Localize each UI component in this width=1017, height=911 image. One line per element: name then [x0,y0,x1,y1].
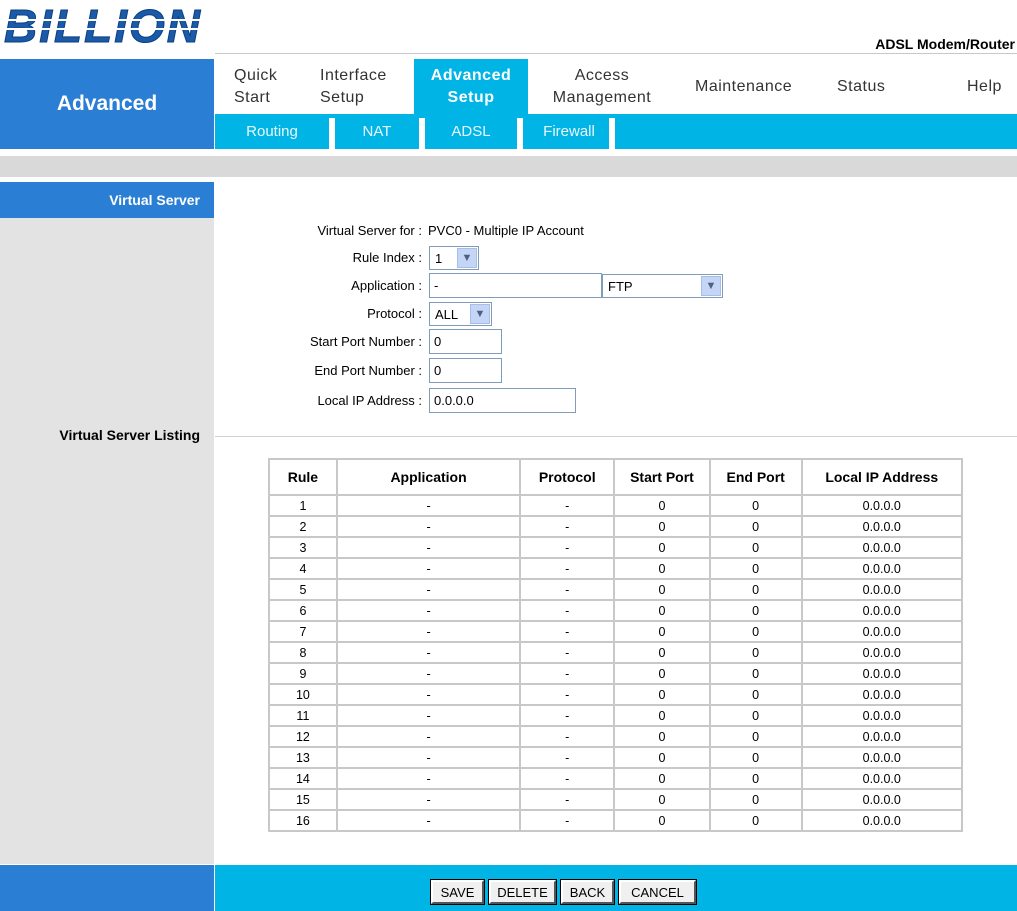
col-rule: Rule [269,459,337,495]
table-cell: 7 [269,621,337,642]
rule-index-select[interactable]: 1 ▼ [429,246,479,270]
table-cell: - [337,558,520,579]
chevron-down-icon: ▼ [470,304,490,324]
table-cell: - [520,726,614,747]
start-port-input[interactable]: 0 [429,329,502,354]
chevron-down-icon: ▼ [701,276,721,296]
table-cell: - [337,516,520,537]
table-cell: 0 [614,642,710,663]
grey-band [0,156,1017,177]
table-cell: - [520,537,614,558]
table-row [269,558,962,579]
table-cell: 4 [269,558,337,579]
table-cell: - [337,789,520,810]
logo-text: BILLION [4,2,202,50]
virtual-server-listing-heading: Virtual Server Listing [59,427,200,443]
table-cell: - [520,642,614,663]
table-row [269,516,962,537]
table-cell: 0.0.0.0 [802,810,963,831]
virtual-server-table [268,458,963,832]
table-row [269,600,962,621]
table-cell: - [337,684,520,705]
save-button[interactable]: SAVE [431,880,484,904]
table-cell: 0 [614,747,710,768]
table-cell: - [520,684,614,705]
table-cell: 0 [710,747,802,768]
cancel-button[interactable]: CANCEL [619,880,696,904]
col-local-ip: Local IP Address [802,459,963,495]
table-row [269,726,962,747]
table-cell: 5 [269,579,337,600]
table-cell: 0 [710,642,802,663]
table-cell: 0 [710,579,802,600]
subnav-adsl[interactable]: ADSL [451,123,491,140]
table-cell: - [337,810,520,831]
end-port-input[interactable]: 0 [429,358,502,383]
nav-quick-start[interactable]: Quick Start [234,66,278,106]
table-cell: 9 [269,663,337,684]
table-cell: 0.0.0.0 [802,789,963,810]
col-application: Application [337,459,520,495]
table-cell: 1 [269,495,337,516]
local-ip-label: Local IP Address : [317,393,422,408]
table-cell: 0 [710,495,802,516]
footer-bar [215,865,1017,911]
table-cell: 11 [269,705,337,726]
start-port-label: Start Port Number : [310,334,422,349]
table-cell: 0 [710,663,802,684]
application-input[interactable]: - [429,273,602,298]
table-cell: - [520,579,614,600]
table-cell: 0.0.0.0 [802,558,963,579]
main-nav [215,59,1017,114]
table-cell: 16 [269,810,337,831]
table-cell: 0 [710,516,802,537]
table-cell: 0.0.0.0 [802,600,963,621]
table-cell: - [520,495,614,516]
table-cell: 0 [710,684,802,705]
local-ip-input[interactable]: 0.0.0.0 [429,388,576,413]
subnav-routing[interactable]: Routing [246,123,298,140]
table-row [269,579,962,600]
application-label: Application : [351,278,422,293]
table-cell: 0 [710,705,802,726]
table-cell: 0.0.0.0 [802,663,963,684]
table-cell: 0.0.0.0 [802,621,963,642]
table-cell: - [337,621,520,642]
table-cell: 0 [614,726,710,747]
table-cell: 0.0.0.0 [802,684,963,705]
table-cell: 0 [614,558,710,579]
table-cell: 0 [710,726,802,747]
table-cell: 0 [614,621,710,642]
back-button[interactable]: BACK [561,880,614,904]
table-cell: 0.0.0.0 [802,579,963,600]
table-cell: 0 [614,705,710,726]
sub-nav [215,114,1017,149]
rule-index-label: Rule Index : [352,250,422,265]
table-cell: 15 [269,789,337,810]
billion-logo [2,2,202,50]
table-cell: 0.0.0.0 [802,747,963,768]
table-cell: 0.0.0.0 [802,705,963,726]
table-cell: 0.0.0.0 [802,726,963,747]
section-title: Advanced [0,59,214,149]
table-cell: - [337,579,520,600]
nav-access-management[interactable]: Access Management [552,66,652,106]
table-cell: - [520,789,614,810]
table-row [269,705,962,726]
table-cell: 0 [614,684,710,705]
table-cell: 0 [710,600,802,621]
end-port-label: End Port Number : [314,363,422,378]
nav-advanced-setup[interactable]: Advanced Setup [414,59,528,114]
table-row [269,663,962,684]
table-cell: 0 [614,663,710,684]
header-divider [215,53,1017,54]
table-cell: - [520,663,614,684]
table-cell: - [337,747,520,768]
table-cell: 0 [710,621,802,642]
table-row [269,537,962,558]
table-cell: 0 [710,810,802,831]
vs-for-label: Virtual Server for : [317,223,422,238]
table-cell: 0.0.0.0 [802,642,963,663]
table-cell: - [520,558,614,579]
table-cell: - [520,621,614,642]
table-cell: 0.0.0.0 [802,495,963,516]
table-cell: 0 [710,558,802,579]
table-row [269,684,962,705]
nav-interface-setup[interactable]: Interface Setup [320,66,387,106]
table-cell: - [520,810,614,831]
table-cell: 0 [614,600,710,621]
footer-left [0,865,214,911]
table-row [269,495,962,516]
col-end-port: End Port [710,459,802,495]
table-cell: - [337,537,520,558]
table-body [269,495,962,831]
table-cell: - [337,663,520,684]
table-cell: 0 [614,768,710,789]
table-cell: 3 [269,537,337,558]
table-row [269,747,962,768]
table-cell: 2 [269,516,337,537]
table-cell: - [337,705,520,726]
table-cell: 8 [269,642,337,663]
delete-button[interactable]: DELETE [489,880,556,904]
table-cell: 13 [269,747,337,768]
subnav-firewall[interactable]: Firewall [543,123,595,140]
table-cell: 0 [614,495,710,516]
table-cell: 0 [710,789,802,810]
nav-maintenance[interactable]: Maintenance [695,77,793,95]
table-cell: 0 [710,537,802,558]
col-start-port: Start Port [614,459,710,495]
table-row [269,789,962,810]
vs-for-value: PVC0 - Multiple IP Account [428,223,584,238]
table-cell: 14 [269,768,337,789]
table-row [269,810,962,831]
table-cell: - [520,768,614,789]
table-cell: 0 [614,516,710,537]
table-cell: 10 [269,684,337,705]
left-column [0,182,214,864]
table-cell: 0 [710,768,802,789]
protocol-label: Protocol : [367,306,422,321]
nav-help[interactable]: Help [967,77,1002,95]
subnav-nat[interactable]: NAT [362,123,392,140]
table-cell: 0.0.0.0 [802,537,963,558]
table-cell: - [337,768,520,789]
virtual-server-heading: Virtual Server [0,182,214,218]
table-cell: 0 [614,579,710,600]
table-cell: 0 [614,537,710,558]
table-cell: - [520,516,614,537]
col-protocol: Protocol [520,459,614,495]
table-cell: 0.0.0.0 [802,516,963,537]
table-row [269,621,962,642]
table-cell: - [520,747,614,768]
table-cell: - [520,705,614,726]
table-cell: 0.0.0.0 [802,768,963,789]
subnav-separator [609,118,615,149]
table-cell: - [337,642,520,663]
table-cell: 12 [269,726,337,747]
chevron-down-icon: ▼ [457,248,477,268]
listing-divider [215,436,1017,437]
application-select[interactable]: FTP ▼ [602,274,723,298]
table-row [269,768,962,789]
nav-status[interactable]: Status [837,77,886,95]
table-cell: 0 [614,789,710,810]
protocol-select[interactable]: ALL ▼ [429,302,492,326]
table-cell: - [520,600,614,621]
table-row [269,642,962,663]
table-cell: - [337,600,520,621]
table-cell: - [337,495,520,516]
table-cell: - [337,726,520,747]
table-cell: 0 [614,810,710,831]
table-cell: 6 [269,600,337,621]
product-name: ADSL Modem/Router [875,36,1015,52]
table-header-row [269,459,962,495]
